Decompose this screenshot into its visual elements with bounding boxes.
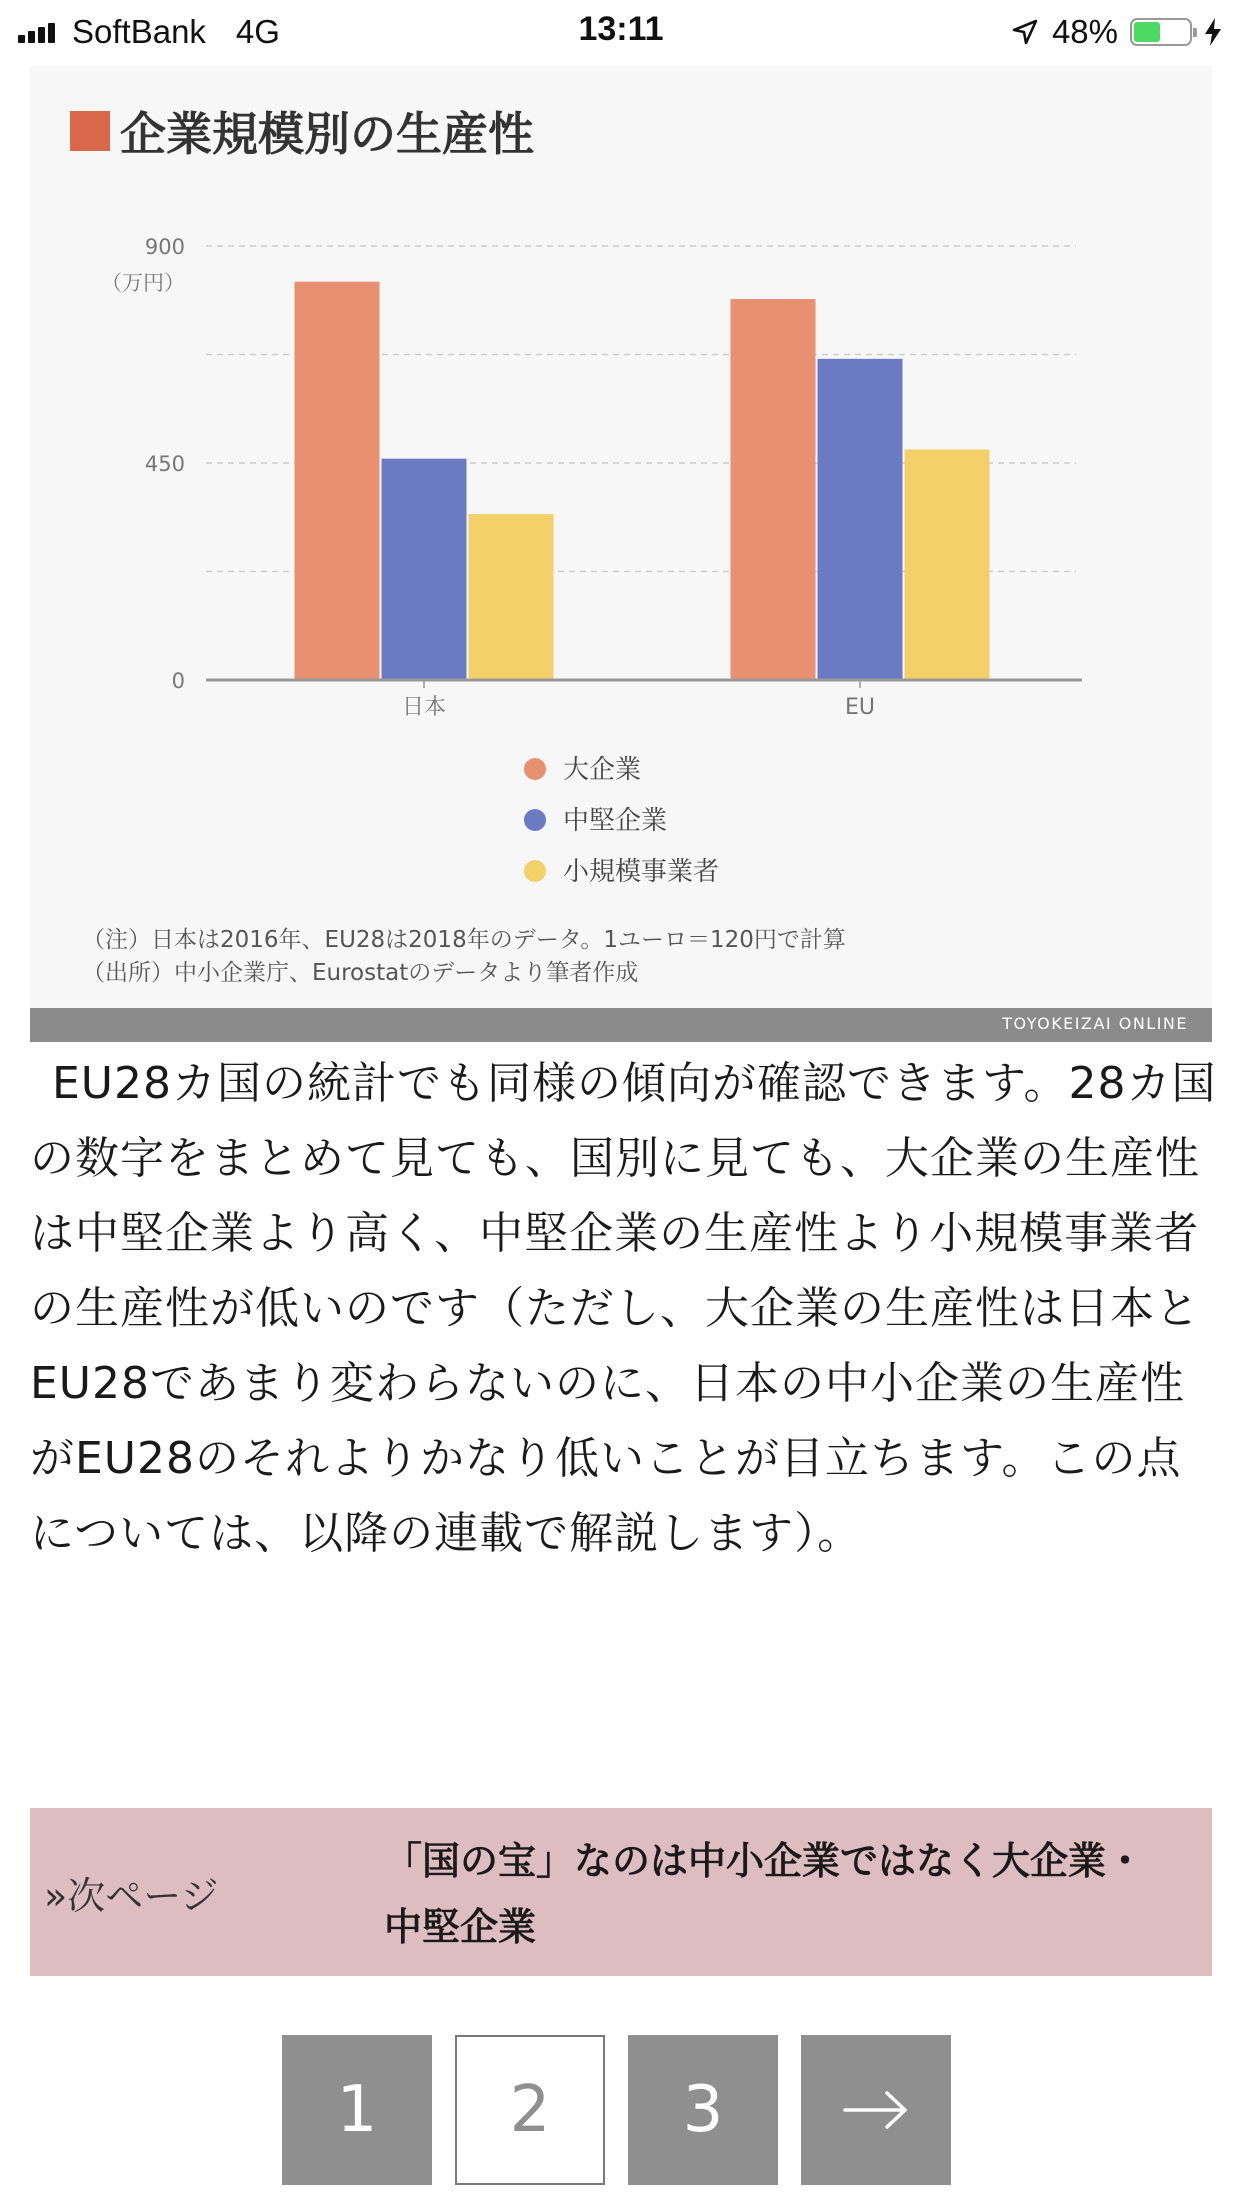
next-page-link[interactable] [30,1808,1212,1976]
y-tick-label: 900 [144,235,185,259]
chart-note: （注）日本は2016年、EU28は2018年のデータ。1ユーロ＝120円で計算 [82,927,846,953]
bar-1-3 [469,514,554,680]
page-2-button[interactable]: 2 [455,2035,605,2185]
network-type: 4G [235,13,280,50]
battery-level [1134,22,1160,42]
legend-marker [524,758,546,780]
next-page-button[interactable] [801,2035,951,2185]
y-tick-label: 450 [144,452,185,476]
legend-marker [524,809,546,831]
bar-2-1 [731,299,816,680]
legend-marker [524,860,546,882]
x-tick-label: EU [844,695,876,720]
bar-1-1 [295,282,380,680]
next-page-title: 「国の宝」なのは中小企業ではなく大企業・中堅企業 [384,1839,1145,1949]
legend-label: 大企業 [563,755,642,785]
battery-icon [1130,18,1192,46]
chart-title-text: 企業規模別の生産性 [120,107,534,161]
x-tick-label: 日本 [401,695,447,720]
page-3-button[interactable]: 3 [628,2035,778,2185]
status-bar [0,0,1242,66]
y-tick-label: 0 [171,669,185,693]
chart-credit: TOYOKEIZAI ONLINE [1002,1014,1188,1033]
page-1-button[interactable]: 1 [282,2035,432,2185]
clock: 13:11 [578,10,664,48]
location-arrow-icon [1010,17,1040,47]
bar-2-2 [818,359,903,680]
bar-1-2 [382,459,467,680]
status-right [1010,10,1224,54]
legend-label: 中堅企業 [563,806,668,836]
chart-footer [30,1008,1212,1042]
chart-figure [30,66,1212,1042]
bar-chart [30,66,1212,966]
carrier-name: SoftBank [72,13,206,50]
charging-bolt-icon [1202,17,1224,47]
y-axis-unit: （万円） [101,271,185,295]
next-page-label: »次ページ [44,1873,219,1918]
chart-source: （出所）中小企業庁、Eurostatのデータより筆者作成 [82,960,639,986]
bar-2-3 [905,449,990,680]
article-paragraph: EU28カ国の統計でも同様の傾向が確認できます。28カ国の数字をまとめて見ても、国別に見ても、大企業の生産性は中堅企業より高く、中堅企業の生産性より小規模事業者の生産性が低いのです（ただし、大企業の生産性は日本とEU28であまり変わらないのに、日本の中小企業の生産性がEU28のそれよりかなり低いことが目立ちます。この点については、以降の連載で解説します）。 [30,1058,1217,1559]
battery-percent: 48% [1051,13,1118,50]
next-arrow-icon [841,2090,911,2130]
legend-label: 小規模事業者 [563,857,720,887]
